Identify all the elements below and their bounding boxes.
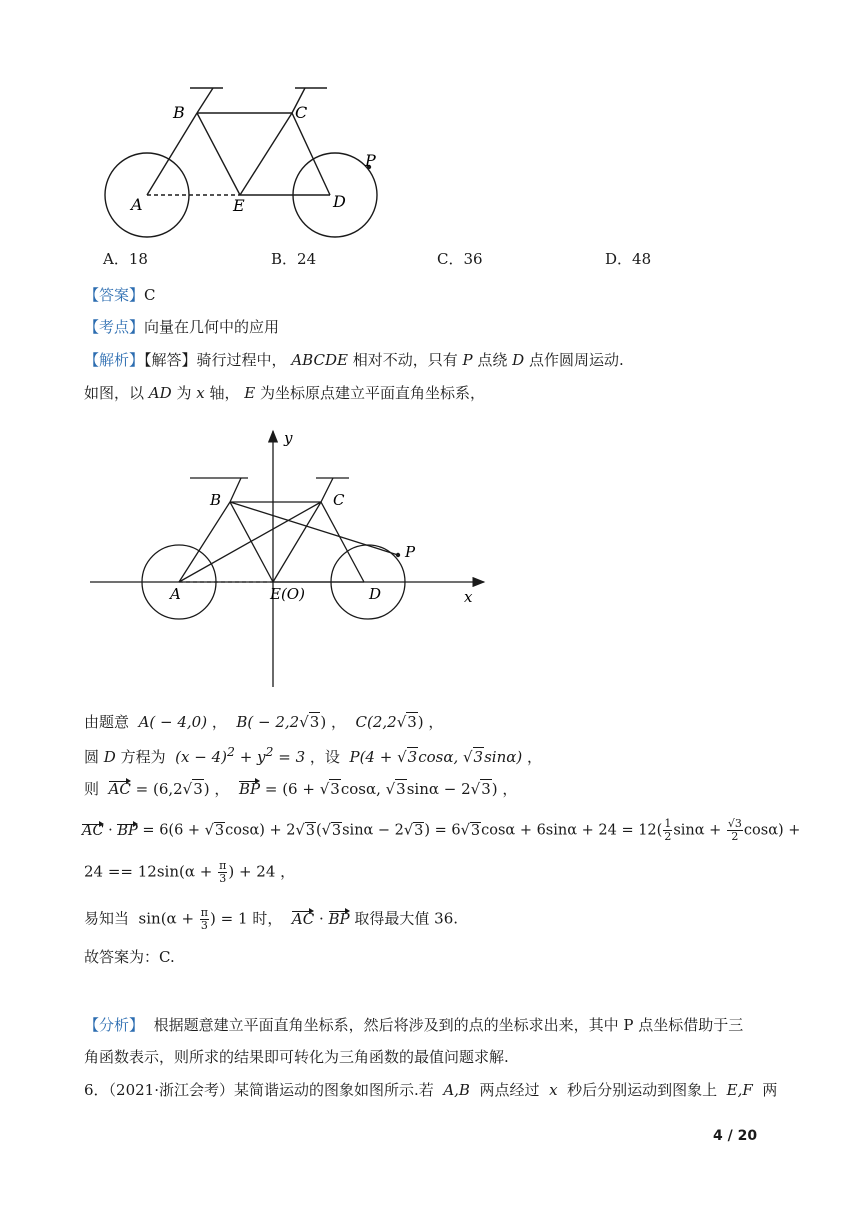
analysis-subtag: 【解答】 — [144, 351, 197, 369]
analysis-point: D — [512, 351, 525, 369]
svg-text:E: E — [233, 196, 245, 215]
question-text: 两点经过 — [479, 1081, 540, 1099]
analysis-text: 为 — [176, 384, 192, 402]
question-variable: x — [549, 1081, 558, 1099]
svg-text:x: x — [464, 588, 473, 606]
circle-center: D — [103, 748, 116, 766]
option-a: A．18 — [103, 250, 148, 268]
question-text: 某简谐运动的图象如图所示.若 — [234, 1081, 434, 1099]
question-text: 秒后分别运动到图象上 — [567, 1081, 718, 1099]
analysis-text: 轴， — [209, 384, 240, 402]
next-question-line — [84, 1079, 777, 1100]
final-answer-line: 故答案为：C. — [84, 948, 175, 966]
topic-line — [84, 316, 279, 337]
analysis-tag: 【解析】 — [84, 351, 145, 369]
analysis-text: 如图，以 — [84, 384, 145, 402]
solution-line-1: 由题意 A( − 4,0) ， B( − 2,2√3) ， C(2,2√3) ， — [84, 713, 444, 731]
coordinate-bicycle-figure — [88, 425, 498, 690]
svg-text:C: C — [295, 103, 308, 122]
point-c-coords: C(2,2 — [355, 713, 397, 731]
solution-text: 由题意 — [84, 713, 130, 731]
review-tag: 【分析】 — [84, 1016, 145, 1034]
solution-line-3: 则 AC = (6,2√3) ， BP = (6 + √3cosα, √3sinα − 2√3) ， — [84, 780, 518, 798]
question-number: 6． — [84, 1081, 109, 1099]
svg-text:P: P — [365, 151, 376, 170]
analysis-line-1 — [84, 349, 624, 370]
option-b: B．24 — [271, 250, 317, 268]
analysis-segment: AD — [148, 384, 172, 402]
question-points: E,F — [726, 1081, 753, 1099]
solution-text: 易知当 — [84, 909, 130, 928]
analysis-point: E — [244, 384, 256, 402]
answer-value: C — [144, 286, 156, 304]
solution-text: 则 — [84, 780, 100, 798]
page-number: 4 / 20 — [713, 1128, 758, 1144]
analysis-axis: x — [196, 384, 205, 402]
svg-text:A: A — [170, 585, 181, 603]
analysis-object: ABCDE — [291, 351, 348, 369]
solution-line-2: 圆 D 方程为 $(x - 4)^2 + y^2 = 3$ ，设 P(4 + √3cosα, √3sinα) ， — [84, 744, 543, 766]
solution-text: 时， — [252, 909, 283, 928]
question-points: A,B — [443, 1081, 470, 1099]
review-line-1 — [84, 1014, 743, 1035]
solution-line-5: 24 == 12sin(α + $\frac{\pi}{3}$ ) + 24 ， — [84, 859, 296, 885]
option-c: C．36 — [437, 250, 483, 268]
conclusion-line: 易知当 sin(α + $\frac{\pi}{3}$ ) = 1 时， AC · BP 取得最大值 36. — [84, 906, 459, 932]
topic-value: 向量在几何中的应用 — [144, 318, 280, 336]
option-d: D．48 — [605, 250, 652, 268]
svg-text:A: A — [131, 195, 143, 214]
bicycle-figure — [95, 80, 395, 250]
topic-tag: 【考点】 — [84, 318, 145, 336]
analysis-text: 点绕 — [477, 351, 508, 369]
analysis-text: 骑行过程中， — [196, 351, 287, 369]
answer-tag: 【答案】 — [84, 286, 145, 304]
svg-text:E(O): E(O) — [270, 585, 305, 603]
analysis-point: P — [462, 351, 473, 369]
point-a-coords: A( − 4,0) — [138, 713, 208, 731]
review-text: 根据题意建立平面直角坐标系，然后将涉及到的点的坐标求出来，其中 P 点坐标借助于三 — [153, 1016, 744, 1034]
answer-line — [84, 284, 156, 305]
analysis-text: 相对不动，只有 — [352, 351, 458, 369]
solution-text: 圆 — [84, 748, 100, 766]
analysis-text: 点作圆周运动. — [528, 351, 624, 369]
analysis-text: 为坐标原点建立平面直角坐标系， — [260, 384, 486, 402]
analysis-line-2 — [84, 382, 485, 403]
svg-text:B: B — [173, 103, 185, 122]
question-text: 两 — [762, 1081, 778, 1099]
svg-text:C: C — [333, 491, 345, 509]
svg-text:D: D — [333, 192, 346, 211]
svg-text:D: D — [369, 585, 382, 603]
review-line-2: 角函数表示，则所求的结果即可转化为三角函数的最值问题求解. — [84, 1048, 509, 1066]
svg-text:y: y — [284, 429, 293, 447]
svg-text:P: P — [405, 543, 416, 561]
solution-text: 方程为 — [120, 748, 166, 766]
question-source: （2021·浙江会考） — [108, 1081, 234, 1099]
solution-line-4: AC · BP = 6(6 + √3cosα) + 2√3(√3sinα − 2√3) = 6√3cosα + 6sinα + 24 = 12( $\frac{1}{2}$ sinα + $\frac{√3}{2}$ cosα) + — [82, 817, 801, 843]
solution-text: 取得最大值 36. — [354, 909, 459, 928]
svg-text:B: B — [210, 491, 222, 509]
point-b-coords: B( − 2,2 — [236, 713, 300, 731]
solution-text: ，设 — [309, 748, 340, 766]
